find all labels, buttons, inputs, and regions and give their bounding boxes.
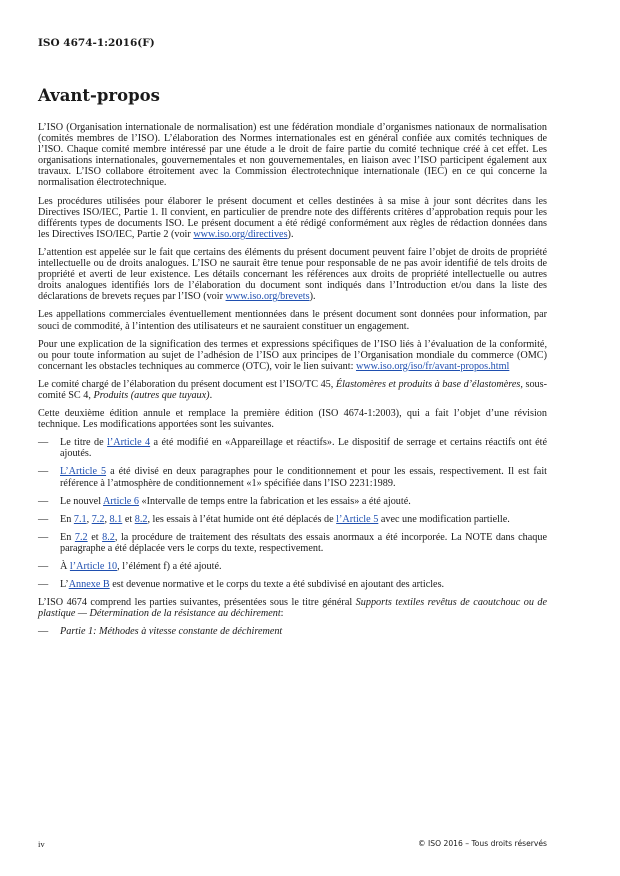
dash-bullet: — [38,437,49,449]
paragraph-iso-intro: L’ISO (Organisation internationale de normalisation) est une fédération mondiale d’organismes nationaux de normalisation (comités membres de l’ISO). L’élaboration des Normes internationales est en général confiée aux comités techniques de l’ISO. Chaque comité membre intéressé par une étude a le droit de faire partie du comité technique créé à cet effet. Les organisations internationales, gouvernementales et non gouvernementales, en liaison avec l’ISO participent également aux travaux. L’ISO collabore étroitement avec la Commission électrotechnique internationale (IEC) en ce qui concerne la normalisation électrotechnique. [38,122,547,189]
change-list-item: — À l’Article 10, l’élément f) a été ajouté. [38,561,222,572]
paragraph-trade-names: Les appellations commerciales éventuellement mentionnées dans le présent document sont données pour information, par souci de commodité, à l’intention des utilisateurs et ne sauraient constituer un engagement. [38,309,547,332]
clause-8-2-link[interactable]: 8.2 [134,513,148,525]
directives-link[interactable]: www.iso.org/directives [193,228,288,240]
page-title: Avant-propos [38,86,160,105]
clause-7-2-link[interactable]: 7.2 [74,531,88,543]
copyright-notice: © ISO 2016 – Tous droits réservés [418,839,547,848]
change-list-item: — L’Annexe B est devenue normative et le corps du texte a été subdivisé en ajoutant des articles. [38,579,445,591]
dash-bullet: — [38,466,49,478]
paragraph-procedures: Les procédures utilisées pour élaborer le présent document et celles destinées à sa mise à jour sont décrites dans les Directives ISO/IEC, Partie 1. Il convient, en particulier de prendre note des différents critères d’approbation requis pour les différents types de documents ISO. Le présent document a été rédigé conformément aux règles de rédaction données dans les Directives ISO/IEC, Partie 2 (voir www.iso.org/directives). [38,195,547,240]
part-1-title: Partie 1: Méthodes à vitesse constante de déchirement [60,626,283,638]
article-4-link[interactable]: l’Article 4 [107,437,151,449]
change-list-item: — Le titre de l’Article 4 a été modifié en «Appareillage et réactifs». Le dispositif de serrage et certains réactifs ont été ajoutés. [38,437,548,460]
clause-7-1-link[interactable]: 7.1 [73,513,87,525]
document-body [38,122,547,644]
article-5-link[interactable]: l’Article 5 [336,513,379,525]
change-list-item: — En 7.1, 7.2, 8.1 et 8.2, les essais à l’état humide ont été déplacés de l’Article 5 avec une modification partielle. [38,513,510,525]
paragraph-parts-intro: L’ISO 4674 comprend les parties suivantes, présentées sous le titre général Supports textiles revêtus de caoutchouc ou de plastique — Détermination de la résistance au déchirement: [38,597,548,620]
page-footer [38,839,547,849]
page-number: iv [38,839,45,849]
article-5-link[interactable]: L’Article 5 [60,466,107,478]
change-list-item: — Le nouvel Article 6 «Intervalle de temps entre la fabrication et les essais» a été ajouté. [38,495,411,507]
change-list-item: — L’Article 5 a été divisé en deux paragraphes pour le conditionnement et pour les essais, respectivement. Il est fait référence à l’atmosphère de conditionnement «1» spécifiée dans l’ISO 2231:1989. [38,466,547,489]
change-list-item: — En 7.2 et 8.2, la procédure de traitement des résultats des essais anormaux a été incorporée. La NOTE dans chaque paragraphe a été déplacée vers le corps du texte, respectivement. [38,531,547,554]
patents-link[interactable]: www.iso.org/brevets [225,291,310,303]
article-6-link[interactable]: Article 6 [103,495,139,507]
article-10-link[interactable]: l’Article 10 [69,561,118,572]
dash-bullet: — [38,626,49,638]
paragraph-committee: Le comité chargé de l’élaboration du présent document est l’ISO/TC 45, Élastomères et produits à base d’élastomères, sous-comité SC 4, Produits (autres que tuyaux). [38,378,547,401]
part-list-item [38,626,547,637]
clause-8-2-link[interactable]: 8.2 [102,531,115,543]
paragraph-edition: Cette deuxième édition annule et remplace la première édition (ISO 4674-1:2003), qui a fait l’objet d’une révision technique. Les modifications apportées sont les suivantes. [38,408,547,431]
document-id-header: ISO 4674-1:2016(F) [38,37,155,49]
clause-7-2-link[interactable]: 7.2 [91,513,105,525]
dash-bullet: — [38,561,49,572]
clause-8-1-link[interactable]: 8.1 [109,513,123,525]
annex-b-link[interactable]: Annexe B [68,579,110,591]
dash-bullet: — [38,495,49,507]
dash-bullet: — [38,513,49,525]
paragraph-patents: L’attention est appelée sur le fait que certains des éléments du présent document peuvent faire l’objet de droits de propriété intellectuelle ou de droits analogues. L’ISO ne saurait être tenue pour responsable de ne pas avoir identifié de tels droits de propriété et averti de leur existence. Les détails concernant les références aux droits de propriété intellectuelle ou autres droits analogues identifiés lors de l’élaboration du document sont indiqués dans l’Introduction et/ou dans la liste des déclarations de brevets reçues par l’ISO (voir www.iso.org/brevets). [38,246,547,303]
dash-bullet: — [38,579,49,591]
dash-bullet: — [38,531,49,543]
foreword-link[interactable]: www.iso.org/iso/fr/avant-propos.html [355,360,510,372]
paragraph-conformity: Pour une explication de la signification des termes et expressions spécifiques de l’ISO liés à l’évaluation de la conformité, ou pour toute information au sujet de l’adhésion de l’ISO aux principes de l’Organisation mondiale du commerce (OMC) concernant les obstacles techniques au commerce (OTC), voir le lien suivant: www.iso.org/iso/fr/avant-propos.html [38,338,547,372]
